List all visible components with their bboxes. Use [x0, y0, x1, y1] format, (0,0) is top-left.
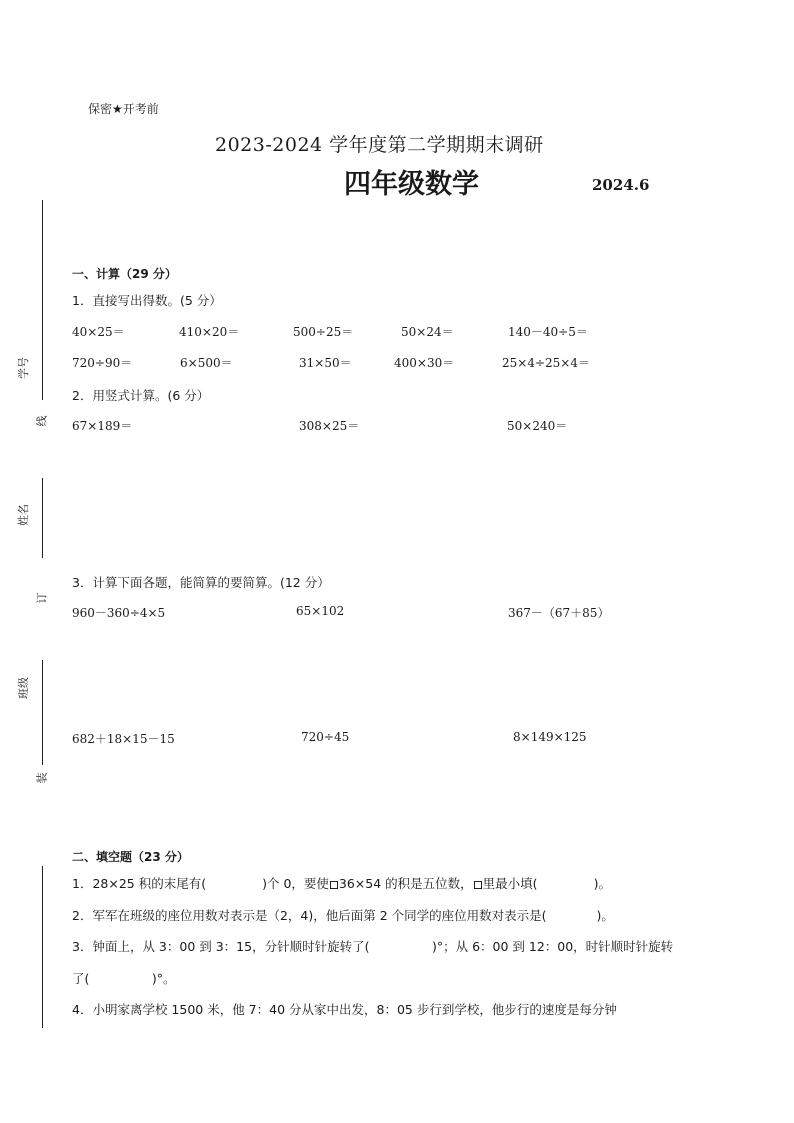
bind-label: 订 [35, 592, 49, 604]
q1-row2-item: 25×4÷25×4＝ [502, 356, 590, 370]
binding-line-bottom [42, 866, 43, 1028]
exam-date: 2024.6 [592, 176, 650, 194]
fill-q3-line1: 3．钟面上，从 3：00 到 3：15，分针顺时针旋转了( )°；从 6：00 到 12：00，时针顺时针旋转 [72, 939, 674, 954]
q1-row2-item: 400×30＝ [394, 356, 455, 370]
seal-label: 装 [35, 772, 49, 784]
q2-item: 50×240＝ [507, 419, 568, 433]
fill-q1-part1: 1．28×25 积的末尾有( [72, 876, 207, 891]
q1-row2-item: 720÷90＝ [72, 356, 133, 370]
section2-heading: 二、填空题（23 分） [72, 850, 189, 864]
blank-square-icon [330, 881, 338, 889]
q1-row1-item: 40×25＝ [72, 325, 125, 339]
q1-row1-item: 50×24＝ [401, 325, 454, 339]
class-label: 班级 [17, 677, 30, 699]
name-label: 姓名 [17, 504, 30, 526]
q2-item: 67×189＝ [72, 419, 133, 433]
q1-row1-item: 140－40÷5＝ [508, 325, 588, 339]
q3-row1-item: 960－360÷4×5 [72, 606, 166, 620]
q1-row2-item: 6×500＝ [180, 356, 233, 370]
q3-label: 3．计算下面各题，能简算的要简算。(12 分） [72, 575, 330, 590]
q1-label: 1．直接写出得数。(5 分） [72, 293, 222, 308]
section1-heading: 一、计算（29 分） [72, 267, 177, 281]
q3-row2-item: 720÷45 [301, 730, 350, 744]
q1-row1-item: 410×20＝ [179, 325, 240, 339]
q1-row1-item: 500÷25＝ [293, 325, 354, 339]
fill-q1-part2: )个 0，要使 [262, 876, 329, 891]
binding-line-mid2 [42, 660, 43, 765]
student-no-label: 学号 [17, 357, 30, 379]
q3-row1-item: 367－（67＋85） [508, 606, 610, 620]
fill-q1-part3: 36×54 的积是五位数， [338, 876, 473, 891]
binding-line-mid1 [42, 478, 43, 558]
fill-q1-part4: 里最小填( [482, 876, 538, 891]
fill-q2: 2．军军在班级的座位用数对表示是（2，4)，他后面第 2 个同学的座位用数对表示是( )。 [72, 908, 614, 923]
q2-label: 2．用竖式计算。(6 分） [72, 388, 210, 403]
blank-square-icon [474, 881, 482, 889]
binding-line-top [42, 200, 43, 400]
q3-row1-item: 65×102 [296, 604, 345, 618]
fill-q1 [72, 874, 611, 892]
q3-row2-item: 682＋18×15－15 [72, 732, 175, 746]
fill-q3-line2: 了( )°。 [72, 971, 176, 986]
exam-title: 2023-2024 学年度第二学期期末调研 [215, 134, 544, 156]
fill-q4: 4．小明家离学校 1500 米，他 7：40 分从家中出发，8：05 步行到学校，他步行的速度是每分钟 [72, 1002, 617, 1017]
q2-item: 308×25＝ [299, 419, 360, 433]
confidential-mark: 保密★开考前 [88, 102, 159, 116]
fill-q1-part5: )。 [593, 876, 611, 891]
line-label: 线 [35, 415, 49, 427]
q3-row2-item: 8×149×125 [513, 730, 587, 744]
exam-subtitle: 四年级数学 [344, 169, 479, 200]
q1-row2-item: 31×50＝ [299, 356, 352, 370]
